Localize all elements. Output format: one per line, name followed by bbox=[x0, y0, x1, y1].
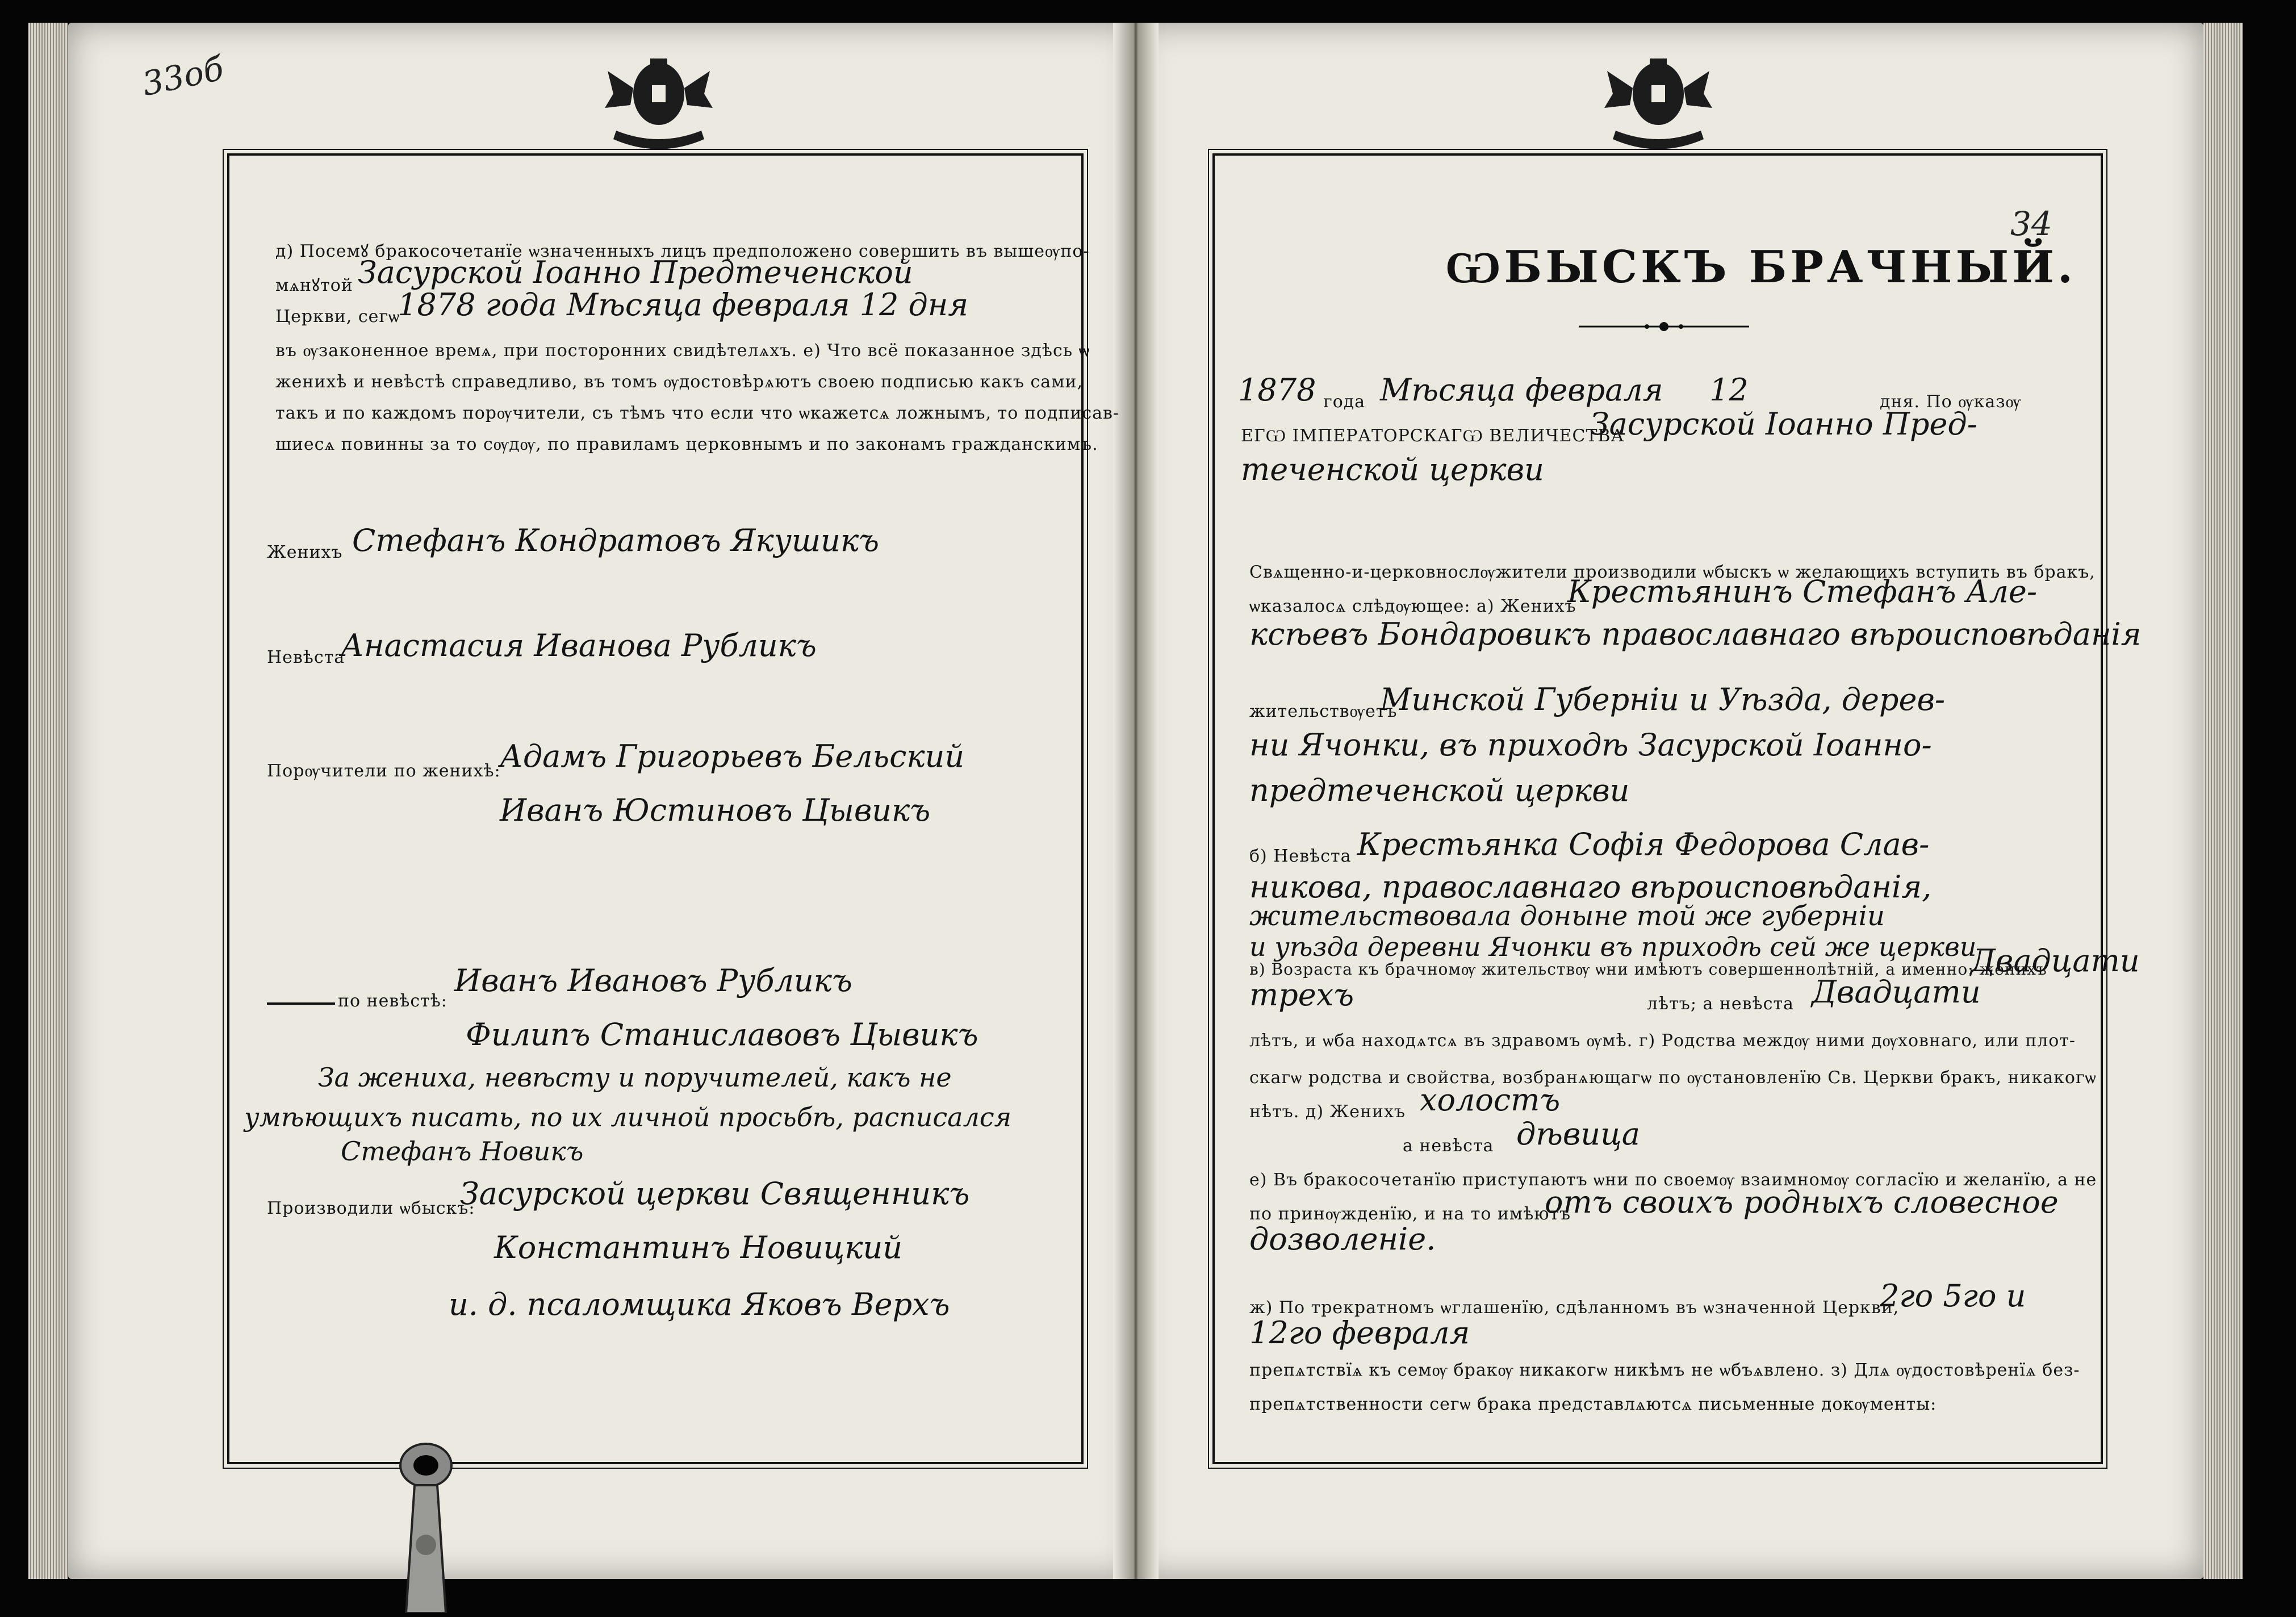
year-label: года bbox=[1323, 392, 1366, 412]
signature-note-line-3: Стефанъ Новикъ bbox=[341, 1136, 584, 1167]
groom-label: Женихъ bbox=[267, 542, 343, 562]
banns-dates-2: 12го февраля bbox=[1249, 1315, 1470, 1351]
page-number-left: 33об bbox=[139, 48, 227, 104]
bride-status-label: а невѣста bbox=[1403, 1136, 1494, 1156]
imperial-eagle-emblem-left bbox=[602, 54, 716, 156]
consent-line-2: по принѹжденїю, и на то имѣютъ bbox=[1249, 1204, 1571, 1224]
consent-line-1: е) Въ бракосочетанїю приступаютъ ѡни по своемѹ взаимномѹ согласїю и желанїю, а не bbox=[1249, 1170, 2097, 1190]
intro-line-4: въ ѹзаконенное времѧ, при посторонних свидѣтелѧхъ. е) Что всё показанное здѣсь ѡ bbox=[275, 341, 1090, 361]
page-number-right: 34 bbox=[2010, 204, 2052, 243]
intro-line-7: шиесѧ повинны за то сѹдѹ, по правиламъ церковнымъ и по законамъ гражданскимъ. bbox=[275, 434, 1098, 454]
guarantor-groom-1: Адамъ Григорьевъ Бельский bbox=[500, 738, 965, 774]
bride-status: дѣвица bbox=[1516, 1116, 1640, 1152]
page-edge-left bbox=[28, 23, 68, 1579]
guarantors-bride-dash bbox=[267, 1002, 335, 1005]
bride-description-3: жительствовала доныне той же губерніи bbox=[1249, 900, 1885, 932]
health-line-1: лѣтъ, и ѡба находѧтсѧ въ здравомъ ѹмѣ. г) Родства междѹ ними дѹховнаго, или плот- bbox=[1249, 1031, 2076, 1051]
residence-label: жительствѹетъ bbox=[1249, 701, 1398, 721]
age-groom: Двадцати bbox=[1971, 943, 2140, 979]
intro-church-handwritten: Засурской Іоанно Предтеченской bbox=[358, 254, 913, 290]
imperial-majesty-label: ЕГѠ ІМПЕРАТОРСКАГѠ ВЕЛИЧЕСТВА bbox=[1241, 426, 1625, 446]
search-intro: Свѧщенно-и-церковнослѹжители производили ѡбыскъ ѡ желающихъ вступить въ бракъ, bbox=[1249, 562, 2096, 582]
guarantor-groom-2: Иванъ Юстиновъ Цывикъ bbox=[500, 792, 931, 828]
guarantors-bride-label: по невѣстѣ: bbox=[338, 991, 448, 1011]
residence-3: предтеченской церкви bbox=[1249, 772, 1630, 808]
intro-line-2: мѧнꙋтой bbox=[275, 275, 353, 295]
church-name-2: теченской церкви bbox=[1241, 452, 1544, 487]
book-gutter bbox=[1113, 23, 1159, 1579]
age-groom-2: трехъ bbox=[1249, 977, 1354, 1013]
health-line-3: нѣтъ. д) Женихъ bbox=[1249, 1102, 1406, 1122]
investigator-3: и. д. псаломщика Яковъ Верхъ bbox=[449, 1286, 950, 1322]
residence-2: ни Ячонки, въ приходѣ Засурской Іоанно- bbox=[1249, 727, 1932, 763]
groom-status: холостъ bbox=[1420, 1082, 1561, 1118]
metal-bookmark-clip bbox=[392, 1443, 460, 1613]
day-decree-label: дня. По ѹказѹ bbox=[1880, 392, 2022, 412]
guarantor-bride-1: Иванъ Ивановъ Рубликъ bbox=[454, 963, 852, 998]
investigator-2: Константинъ Новицкий bbox=[494, 1230, 903, 1265]
bride-label: Невѣста bbox=[267, 647, 345, 667]
investigator-1: Засурской церкви Священникъ bbox=[460, 1176, 970, 1211]
signature-note-line-2: умѣющихъ писать, по их личной просьбѣ, расписался bbox=[244, 1102, 1012, 1133]
health-line-2: скагѡ родства и свойства, возбранѧющагѡ по ѹстановленїю Св. Церкви бракъ, никакогѡ bbox=[1249, 1068, 2097, 1088]
record-month: Мѣсяца февраля bbox=[1380, 372, 1663, 408]
intro-line-5: женихѣ и невѣстѣ справедливо, въ томъ ѹдостовѣрѧютъ своею подписью какъ сами, bbox=[275, 372, 1084, 392]
age-bride: Двадцати bbox=[1812, 974, 1981, 1010]
investigators-label: Производили ѡбыскъ: bbox=[267, 1198, 475, 1218]
intro-line-1: д) Посемꙋ бракосочетанїе ѡзначенныхъ лицъ предположено совершить въ вышеѹпо- bbox=[275, 241, 1090, 261]
guarantor-bride-2: Филипъ Станиславовъ Цывикъ bbox=[466, 1017, 978, 1052]
page-edge-right bbox=[2203, 23, 2243, 1579]
record-year: 1878 bbox=[1238, 372, 1316, 408]
age-line: в) Возраста къ брачномѹ жительствѹ ѡни имѣютъ совершеннолѣтній, а именно: женихъ bbox=[1249, 960, 2047, 979]
title-ornament bbox=[1579, 318, 1749, 335]
consent-hand-2: дозволеніе. bbox=[1249, 1221, 1436, 1257]
intro-line-3: Церкви, сегѡ bbox=[275, 307, 400, 327]
bride-description-1: Крестьянка Софія Федорова Слав- bbox=[1357, 826, 1930, 862]
consent-hand-1: отъ своихъ родныхъ словесное bbox=[1545, 1184, 2059, 1220]
bride-description-4: и уѣзда деревни Ячонки въ приходѣ сей же церкви bbox=[1249, 931, 1977, 962]
banns-line-2: препѧтствїѧ къ семѹ бракѹ никакогѡ никѣмъ не ѡбъѧвлено. з) Длѧ ѹдостовѣренїѧ без- bbox=[1249, 1360, 2080, 1380]
right-page-frame bbox=[1212, 153, 2103, 1464]
intro-date-handwritten: 1878 года Мѣсяца февраля 12 дня bbox=[398, 287, 969, 323]
signature-note-line-1: За жениха, невѣсту и поручителей, какъ не bbox=[318, 1062, 952, 1093]
bride-name: Анастасия Иванова Рубликъ bbox=[341, 628, 817, 663]
intro-line-6: такъ и по каждомъ порѹчители, съ тѣмъ что если что ѡкажетсѧ ложнымъ, то подписав- bbox=[275, 403, 1120, 423]
church-name-1: Засурской Іоанно Пред- bbox=[1590, 406, 1977, 442]
imperial-eagle-emblem-right bbox=[1601, 54, 1715, 156]
bride-description-2: никова, православнаго вѣроисповѣданія, bbox=[1249, 869, 1932, 905]
banns-line-3: препѧтственности сегѡ брака представлѧютсѧ письменные докѹменты: bbox=[1249, 1394, 1937, 1414]
guarantors-groom-label: Порѹчители по женихѣ: bbox=[267, 761, 501, 781]
groom-name: Стефанъ Кондратовъ Якушикъ bbox=[352, 523, 880, 558]
search-intro-2: ѡказалосѧ слѣдѹющее: а) Женихъ bbox=[1249, 596, 1576, 616]
groom-description-1: Крестьянинъ Стефанъ Але- bbox=[1567, 574, 2038, 609]
document-title: ѠБЫСКЪ БРАЧНЫЙ. bbox=[1445, 241, 2077, 293]
banns-line-1: ж) По трекратномъ ѡглашенїю, сдѣланномъ въ ѡзначенной Церкви, bbox=[1249, 1298, 1900, 1318]
bride-label-right: б) Невѣста bbox=[1249, 846, 1352, 866]
record-day: 12 bbox=[1709, 372, 1749, 408]
age-bride-label: лѣтъ; а невѣста bbox=[1647, 994, 1794, 1014]
banns-dates-1: 2го 5го и bbox=[1880, 1278, 2026, 1314]
groom-description-2: ксѣевъ Бондаровикъ православнаго вѣроисповѣданія bbox=[1249, 616, 2142, 652]
residence-1: Минской Губерніи и Уѣзда, дерев- bbox=[1380, 682, 1946, 717]
